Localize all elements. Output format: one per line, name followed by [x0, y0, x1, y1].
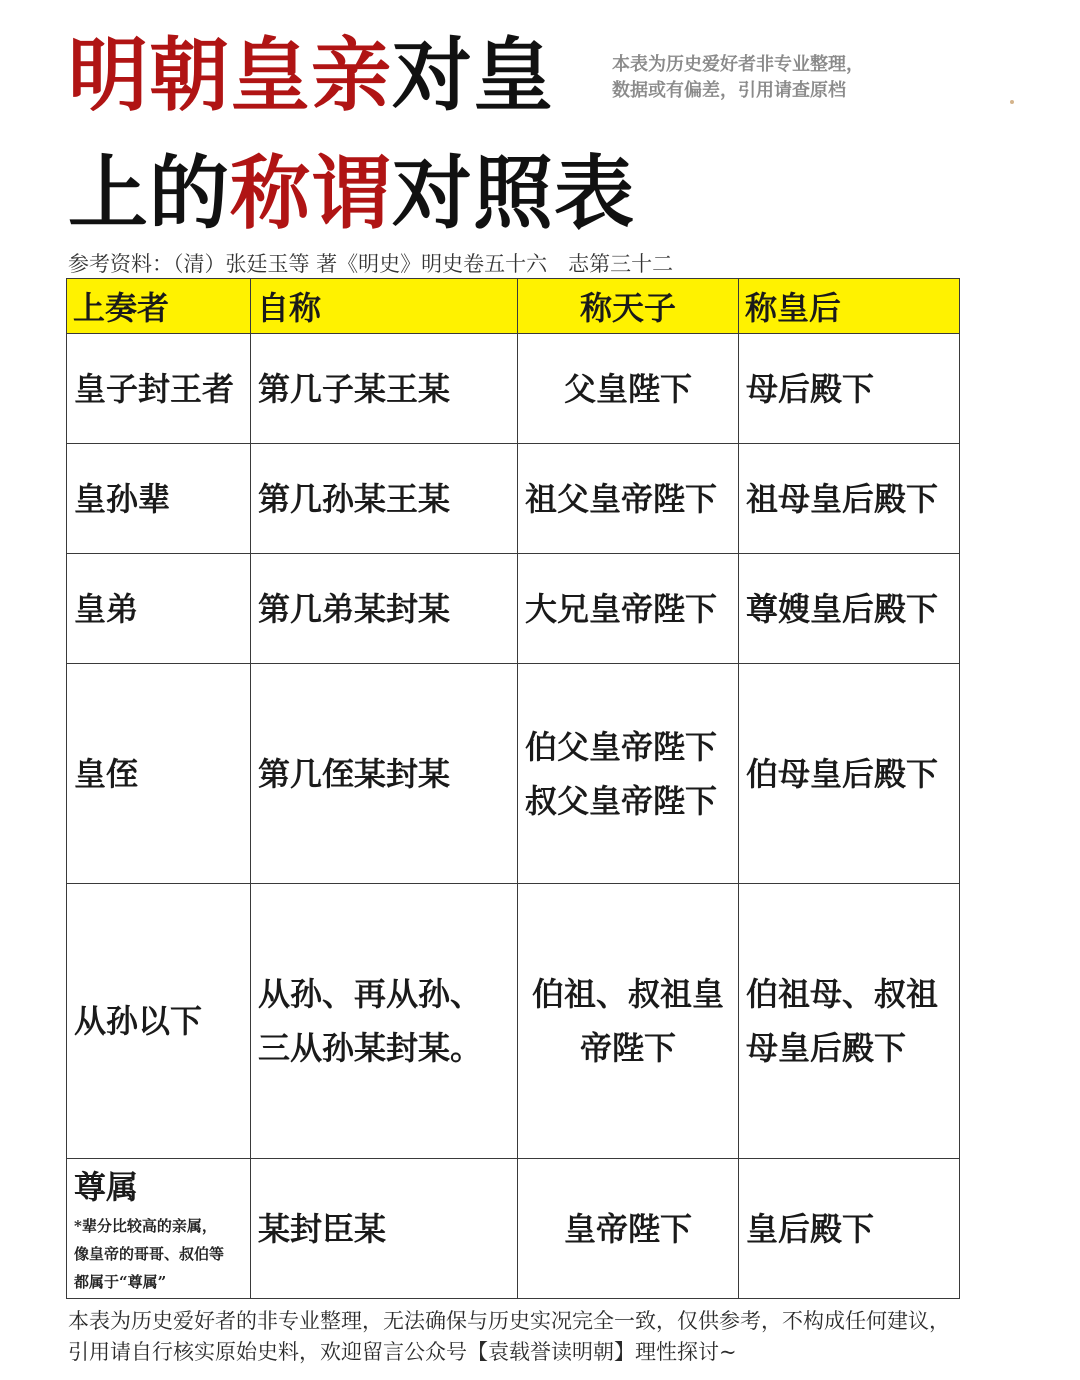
footnote-line: *辈分比较高的亲属，: [74, 1216, 217, 1235]
cell-line: 伯祖、叔祖皇: [531, 975, 724, 1013]
cell-address-empress: 皇后殿下: [739, 1159, 960, 1299]
bottom-disclaimer: [68, 1306, 950, 1368]
header-address-empress: 称皇后: [739, 279, 960, 334]
cell-petitioner-label: 尊属: [74, 1167, 139, 1206]
table-row: [67, 554, 960, 664]
cell-address-empress: 母后殿下: [739, 334, 960, 444]
cell-address-empress: [739, 884, 960, 1159]
reference-source: 参考资料：（清）张廷玉等 著《明史》明史卷五十六 志第三十二: [68, 252, 674, 276]
page-title-line-2: [68, 148, 635, 240]
cell-address-empress: 伯母皇后殿下: [739, 664, 960, 884]
top-disclaimer-line-1: 本表为历史爱好者非专业整理，: [612, 54, 864, 75]
cell-petitioner: 皇子封王者: [67, 334, 251, 444]
cell-address-emperor: [518, 884, 739, 1159]
cell-line: 从孙、再从孙、: [258, 975, 483, 1013]
cell-line: 母皇后殿下: [746, 1029, 907, 1067]
header-address-emperor: 称天子: [518, 279, 739, 334]
table-row: [67, 1159, 960, 1299]
cell-line: 帝陛下: [579, 1029, 676, 1067]
cell-petitioner: 从孙以下: [67, 884, 251, 1159]
title-black-part-a: 上的: [68, 147, 230, 240]
cell-self-title: 第几子某王某: [251, 334, 518, 444]
header-self-title: 自称: [251, 279, 518, 334]
title-comparison-table: [66, 278, 960, 1299]
cell-address-emperor: [518, 664, 739, 884]
top-disclaimer: [612, 52, 864, 104]
page-title-line-1: [68, 30, 554, 122]
cell-line: 伯祖母、叔祖: [746, 975, 939, 1013]
cell-self-title: 第几侄某封某: [251, 664, 518, 884]
footnote-line: 都属于“尊属”: [74, 1272, 167, 1291]
cell-address-empress: 祖母皇后殿下: [739, 444, 960, 554]
cell-address-emperor: 大兄皇帝陛下: [518, 554, 739, 664]
cell-line: 叔父皇帝陛下: [525, 781, 718, 820]
cell-self-title: 某封臣某: [251, 1159, 518, 1299]
cell-petitioner: [67, 1159, 251, 1299]
title-black-part: 对皇: [392, 29, 554, 122]
cell-address-emperor: 父皇陛下: [518, 334, 739, 444]
title-red-part: 明朝皇亲: [68, 29, 392, 122]
table-row: [67, 664, 960, 884]
cell-petitioner: 皇侄: [67, 664, 251, 884]
bottom-disclaimer-line-2: 引用请自行核实原始史料，欢迎留言公众号【袁载誉读明朝】理性探讨~: [68, 1340, 737, 1364]
cell-petitioner: 皇弟: [67, 554, 251, 664]
cell-self-title: 第几弟某封某: [251, 554, 518, 664]
bottom-disclaimer-line-1: 本表为历史爱好者的非专业整理，无法确保与历史实况完全一致，仅供参考，不构成任何建议，: [68, 1309, 950, 1333]
cell-line: 三从孙某封某。: [258, 1029, 483, 1067]
decorative-speck: [1010, 100, 1014, 104]
cell-address-emperor: 祖父皇帝陛下: [518, 444, 739, 554]
title-black-part-b: 对照表: [392, 147, 635, 240]
cell-petitioner: 皇孙辈: [67, 444, 251, 554]
footnote-line: 像皇帝的哥哥、叔伯等: [74, 1244, 225, 1263]
table-row: [67, 444, 960, 554]
header-petitioner: 上奏者: [67, 279, 251, 334]
title-red-part: 称谓: [230, 147, 392, 240]
table-header-row: [67, 279, 960, 334]
table-row: [67, 884, 960, 1159]
cell-self-title: 第几孙某王某: [251, 444, 518, 554]
cell-self-title: [251, 884, 518, 1159]
cell-line: 伯父皇帝陛下: [525, 727, 718, 766]
top-disclaimer-line-2: 数据或有偏差，引用请查原档: [612, 80, 846, 101]
cell-address-emperor: 皇帝陛下: [518, 1159, 739, 1299]
table-row: [67, 334, 960, 444]
cell-address-empress: 尊嫂皇后殿下: [739, 554, 960, 664]
